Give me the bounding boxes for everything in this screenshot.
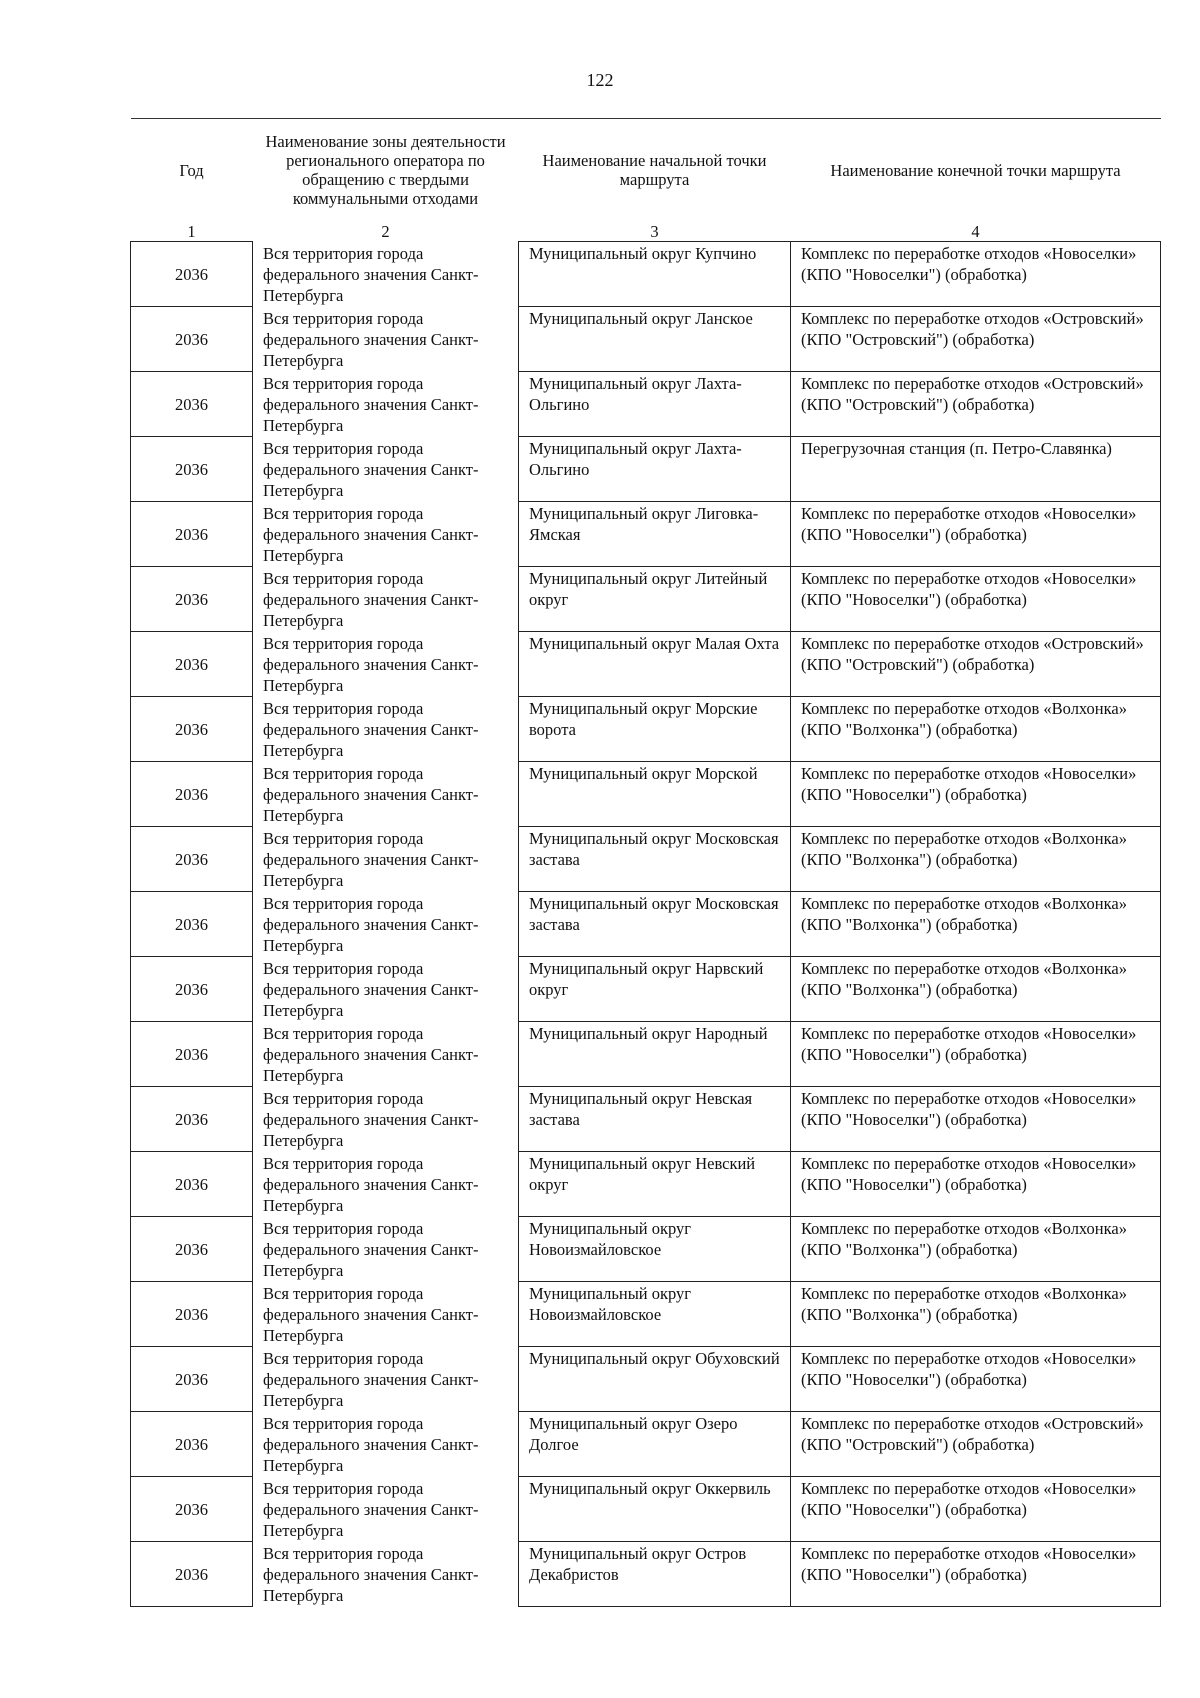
zone-cell: Вся территория города федерального значения Санкт-Петербурга: [263, 1543, 479, 1605]
end-point-cell: Комплекс по переработке отходов «Островский» (КПО "Островский") (обработка): [791, 372, 1161, 437]
year-cell: 2036: [131, 372, 253, 437]
end-point-cell: Комплекс по переработке отходов «Новоселки» (КПО "Новоселки") (обработка): [791, 1347, 1161, 1412]
year-cell: 2036: [131, 242, 253, 307]
start-point-cell: Муниципальный округ Озеро Долгое: [519, 1412, 791, 1477]
zone-cell: Вся территория города федерального значения Санкт-Петербурга: [263, 1023, 479, 1085]
table-row: [131, 372, 1161, 437]
year-cell: 2036: [131, 1412, 253, 1477]
table-row: [131, 567, 1161, 632]
zone-cell: Вся территория города федерального значения Санкт-Петербурга: [263, 1283, 479, 1345]
table-row: [131, 437, 1161, 502]
zone-cell: Вся территория города федерального значения Санкт-Петербурга: [263, 1218, 479, 1280]
table-row: [131, 1347, 1161, 1412]
page-number: 122: [586, 70, 614, 90]
header-zone: Наименование зоны деятельности регионального оператора по обращению с твердыми коммунальными отходами: [253, 119, 519, 222]
zone-cell: Вся территория города федерального значения Санкт-Петербурга: [263, 828, 479, 890]
start-point-cell: Муниципальный округ Малая Охта: [519, 632, 791, 697]
end-point-cell: Комплекс по переработке отходов «Островский» (КПО "Островский") (обработка): [791, 307, 1161, 372]
zone-cell: Вся территория города федерального значения Санкт-Петербурга: [263, 633, 479, 695]
end-point-cell: Комплекс по переработке отходов «Волхонка» (КПО "Волхонка") (обработка): [791, 957, 1161, 1022]
zone-cell: Вся территория города федерального значения Санкт-Петербурга: [263, 1413, 479, 1475]
year-cell: 2036: [131, 1347, 253, 1412]
end-point-cell: Комплекс по переработке отходов «Новоселки» (КПО "Новоселки") (обработка): [791, 567, 1161, 632]
year-cell: 2036: [131, 827, 253, 892]
start-point-cell: Муниципальный округ Невский округ: [519, 1152, 791, 1217]
end-point-cell: Комплекс по переработке отходов «Волхонка» (КПО "Волхонка") (обработка): [791, 1282, 1161, 1347]
year-cell: 2036: [131, 1152, 253, 1217]
end-point-cell: Комплекс по переработке отходов «Новоселки» (КПО "Новоселки") (обработка): [791, 1477, 1161, 1542]
end-point-cell: Комплекс по переработке отходов «Новоселки» (КПО "Новоселки") (обработка): [791, 1542, 1161, 1607]
table-row: [131, 1217, 1161, 1282]
year-cell: 2036: [131, 762, 253, 827]
end-point-cell: Комплекс по переработке отходов «Новоселки» (КПО "Новоселки") (обработка): [791, 1087, 1161, 1152]
table-row: [131, 632, 1161, 697]
column-number: 2: [381, 221, 390, 241]
end-point-cell: Перегрузочная станция (п. Петро-Славянка): [791, 437, 1161, 502]
year-cell: 2036: [131, 697, 253, 762]
table-row: [131, 957, 1161, 1022]
end-point-cell: Комплекс по переработке отходов «Волхонка» (КПО "Волхонка") (обработка): [791, 827, 1161, 892]
year-cell: 2036: [131, 437, 253, 502]
year-cell: 2036: [131, 1282, 253, 1347]
zone-cell: Вся территория города федерального значения Санкт-Петербурга: [263, 1153, 479, 1215]
table-row: [131, 1477, 1161, 1542]
table-header: [131, 119, 1161, 242]
zone-cell: Вся территория города федерального значения Санкт-Петербурга: [263, 958, 479, 1020]
zone-cell: Вся территория города федерального значения Санкт-Петербурга: [263, 568, 479, 630]
zone-cell: Вся территория города федерального значения Санкт-Петербурга: [263, 438, 479, 500]
zone-cell: Вся территория города федерального значения Санкт-Петербурга: [263, 1478, 479, 1540]
zone-cell: Вся территория города федерального значения Санкт-Петербурга: [263, 373, 479, 435]
zone-cell: Вся территория города федерального значения Санкт-Петербурга: [263, 1088, 479, 1150]
year-cell: 2036: [131, 502, 253, 567]
table-row: [131, 762, 1161, 827]
zone-cell: Вся территория города федерального значения Санкт-Петербурга: [263, 1348, 479, 1410]
header-end-point: Наименование конечной точки маршрута: [791, 119, 1161, 222]
end-point-cell: Комплекс по переработке отходов «Островский» (КПО "Островский") (обработка): [791, 1412, 1161, 1477]
table-row: [131, 827, 1161, 892]
table-row: [131, 1282, 1161, 1347]
routes-table: [130, 118, 1161, 1607]
end-point-cell: Комплекс по переработке отходов «Волхонка» (КПО "Волхонка") (обработка): [791, 892, 1161, 957]
start-point-cell: Муниципальный округ Литейный округ: [519, 567, 791, 632]
end-point-cell: Комплекс по переработке отходов «Новоселки» (КПО "Новоселки") (обработка): [791, 1152, 1161, 1217]
year-cell: 2036: [131, 1477, 253, 1542]
zone-cell: Вся территория города федерального значения Санкт-Петербурга: [263, 308, 479, 370]
year-cell: 2036: [131, 1217, 253, 1282]
start-point-cell: Муниципальный округ Морские ворота: [519, 697, 791, 762]
year-cell: 2036: [131, 892, 253, 957]
column-number: 3: [650, 221, 659, 241]
start-point-cell: Муниципальный округ Невская застава: [519, 1087, 791, 1152]
year-cell: 2036: [131, 1022, 253, 1087]
start-point-cell: Муниципальный округ Обуховский: [519, 1347, 791, 1412]
start-point-cell: Муниципальный округ Нарвский округ: [519, 957, 791, 1022]
table-row: [131, 242, 1161, 307]
start-point-cell: Муниципальный округ Оккервиль: [519, 1477, 791, 1542]
year-cell: 2036: [131, 1542, 253, 1607]
start-point-cell: Муниципальный округ Московская застава: [519, 827, 791, 892]
table-row: [131, 502, 1161, 567]
start-point-cell: Муниципальный округ Народный: [519, 1022, 791, 1087]
start-point-cell: Муниципальный округ Лахта-Ольгино: [519, 372, 791, 437]
year-cell: 2036: [131, 957, 253, 1022]
header-start-point: Наименование начальной точки маршрута: [519, 119, 791, 222]
end-point-cell: Комплекс по переработке отходов «Новоселки» (КПО "Новоселки") (обработка): [791, 242, 1161, 307]
table-row: [131, 697, 1161, 762]
zone-cell: Вся территория города федерального значения Санкт-Петербурга: [263, 763, 479, 825]
year-cell: 2036: [131, 632, 253, 697]
end-point-cell: Комплекс по переработке отходов «Новоселки» (КПО "Новоселки") (обработка): [791, 762, 1161, 827]
start-point-cell: Муниципальный округ Лиговка-Ямская: [519, 502, 791, 567]
table-row: [131, 307, 1161, 372]
end-point-cell: Комплекс по переработке отходов «Новоселки» (КПО "Новоселки") (обработка): [791, 502, 1161, 567]
table-row: [131, 1542, 1161, 1607]
header-year: Год: [131, 119, 253, 222]
end-point-cell: Комплекс по переработке отходов «Волхонка» (КПО "Волхонка") (обработка): [791, 1217, 1161, 1282]
start-point-cell: Муниципальный округ Новоизмайловское: [519, 1282, 791, 1347]
end-point-cell: Комплекс по переработке отходов «Островский» (КПО "Островский") (обработка): [791, 632, 1161, 697]
start-point-cell: Муниципальный округ Московская застава: [519, 892, 791, 957]
end-point-cell: Комплекс по переработке отходов «Новоселки» (КПО "Новоселки") (обработка): [791, 1022, 1161, 1087]
year-cell: 2036: [131, 1087, 253, 1152]
table-body: [131, 242, 1161, 1607]
start-point-cell: Муниципальный округ Купчино: [519, 242, 791, 307]
zone-cell: Вся территория города федерального значения Санкт-Петербурга: [263, 243, 479, 305]
column-number: 1: [187, 221, 196, 241]
table-row: [131, 1152, 1161, 1217]
zone-cell: Вся территория города федерального значения Санкт-Петербурга: [263, 893, 479, 955]
year-cell: 2036: [131, 567, 253, 632]
start-point-cell: Муниципальный округ Остров Декабристов: [519, 1542, 791, 1607]
start-point-cell: Муниципальный округ Морской: [519, 762, 791, 827]
start-point-cell: Муниципальный округ Лахта-Ольгино: [519, 437, 791, 502]
zone-cell: Вся территория города федерального значения Санкт-Петербурга: [263, 503, 479, 565]
end-point-cell: Комплекс по переработке отходов «Волхонка» (КПО "Волхонка") (обработка): [791, 697, 1161, 762]
zone-cell: Вся территория города федерального значения Санкт-Петербурга: [263, 698, 479, 760]
table-row: [131, 1022, 1161, 1087]
table-row: [131, 1412, 1161, 1477]
start-point-cell: Муниципальный округ Ланское: [519, 307, 791, 372]
table-row: [131, 1087, 1161, 1152]
start-point-cell: Муниципальный округ Новоизмайловское: [519, 1217, 791, 1282]
table-row: [131, 892, 1161, 957]
column-number: 4: [971, 221, 980, 241]
year-cell: 2036: [131, 307, 253, 372]
